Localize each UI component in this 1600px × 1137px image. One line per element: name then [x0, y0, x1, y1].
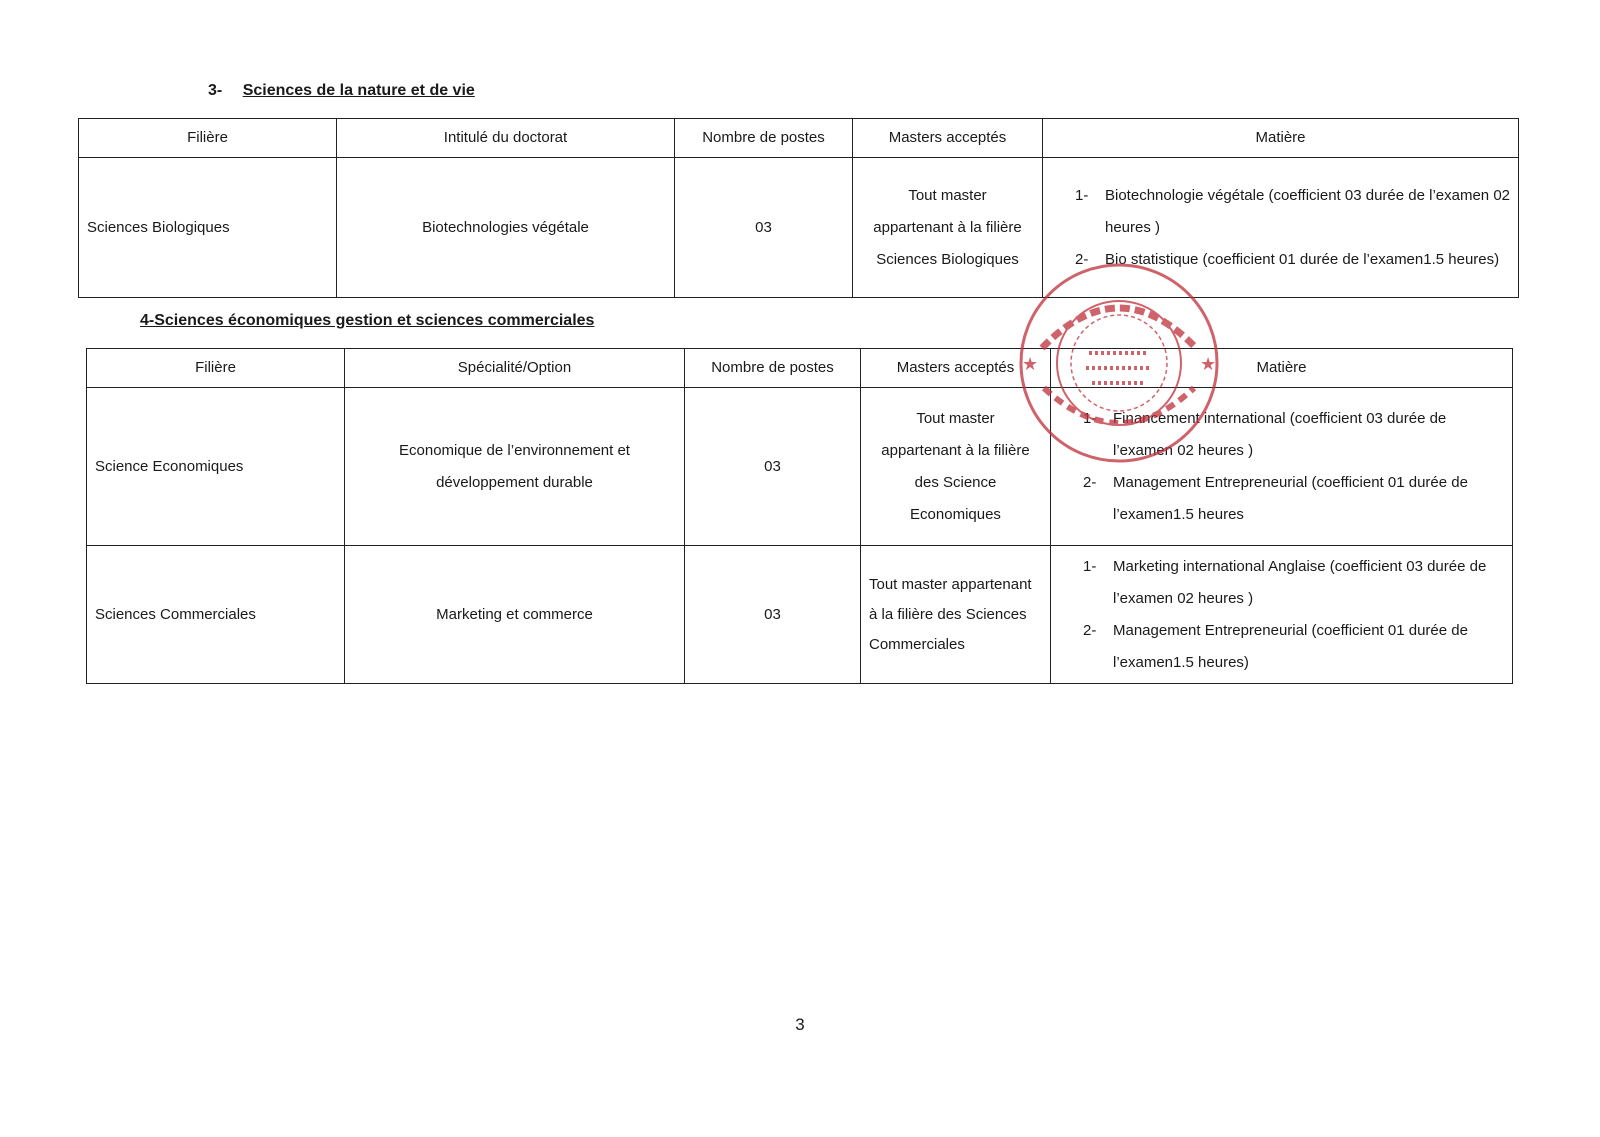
masters-line: Tout master: [916, 409, 995, 427]
col-header-postes: Nombre de postes: [675, 119, 853, 158]
col-header-filiere: Filière: [87, 349, 345, 388]
matiere-text: Biotechnologie végétale (coefficient 03 durée de l’examen 02 heures ): [1105, 186, 1510, 236]
masters-line: à la filière des Sciences: [869, 605, 1027, 623]
section-3-title: Sciences de la nature et de vie: [242, 82, 475, 99]
matiere-item: [1083, 615, 1504, 679]
masters-line: Sciences Biologiques: [876, 250, 1019, 268]
col-header-matiere: Matière: [1043, 119, 1519, 158]
col-header-specialite: Spécialité/Option: [345, 349, 685, 388]
matiere-text: Bio statistique (coefficient 01 durée de l’examen1.5 heures): [1105, 250, 1500, 268]
col-header-doctorat: Intitulé du doctorat: [337, 119, 675, 158]
col-header-postes: Nombre de postes: [685, 349, 861, 388]
matiere-text: Financement international (coefficient 03 durée de l’examen 02 heures ): [1113, 409, 1447, 459]
masters-line: Tout master: [908, 186, 987, 204]
cell-filiere: Sciences Biologiques: [79, 158, 337, 298]
section-3-heading: [208, 82, 475, 100]
svg-text:★: ★: [1022, 354, 1039, 375]
masters-line: Commerciales: [869, 635, 965, 653]
table-row: [87, 388, 1513, 546]
cell-postes: 03: [675, 158, 853, 298]
doctorate-table-nature: [78, 118, 1519, 298]
table-row: [87, 546, 1513, 684]
matiere-item: [1083, 551, 1504, 615]
masters-line: des Science: [914, 473, 997, 491]
table-header-row: [87, 349, 1513, 388]
matiere-item: [1075, 180, 1510, 244]
cell-postes: 03: [685, 546, 861, 684]
masters-line: Tout master appartenant: [869, 575, 1032, 593]
masters-line: appartenant à la filière: [873, 218, 1022, 236]
cell-filiere: Science Economiques: [87, 388, 345, 546]
matiere-number: 1-: [1075, 186, 1089, 204]
matiere-number: 1-: [1083, 557, 1097, 575]
cell-matiere: [1051, 546, 1513, 684]
section-3-number: 3-: [208, 82, 223, 99]
matiere-number: 2-: [1083, 473, 1097, 491]
col-header-masters: Masters acceptés: [853, 119, 1043, 158]
stamp-seal-icon: [1014, 258, 1224, 468]
matiere-text: Marketing international Anglaise (coefficient 03 durée de l’examen 02 heures ): [1113, 557, 1487, 607]
col-header-filiere: Filière: [79, 119, 337, 158]
table-header-row: [79, 119, 1519, 158]
matiere-item: [1083, 467, 1504, 531]
cell-specialite: Economique de l’environnement et développement durable: [345, 388, 685, 546]
cell-postes: 03: [685, 388, 861, 546]
masters-line: Economiques: [910, 505, 1001, 523]
cell-filiere: Sciences Commerciales: [87, 546, 345, 684]
matiere-number: 2-: [1083, 621, 1097, 639]
masters-line: appartenant à la filière: [881, 441, 1030, 459]
matiere-text: Management Entrepreneurial (coefficient 01 durée de l’examen1.5 heures: [1113, 473, 1468, 523]
official-stamp: [1014, 258, 1224, 473]
matiere-list: [1059, 551, 1504, 679]
table-row: [79, 158, 1519, 298]
page-number: 3: [795, 1015, 805, 1034]
matiere-text: Management Entrepreneurial (coefficient 01 durée de l’examen1.5 heures): [1113, 621, 1468, 671]
section-4-heading: [140, 312, 594, 330]
col-header-masters: Masters acceptés: [861, 349, 1051, 388]
cell-doctorat: Biotechnologies végétale: [337, 158, 675, 298]
svg-text:★: ★: [1200, 354, 1217, 375]
section-4-title: 4-Sciences économiques gestion et sciences commerciales: [140, 312, 595, 329]
matiere-number: 2-: [1075, 250, 1089, 268]
doctorate-table-economics: [86, 348, 1513, 684]
matiere-number: 1-: [1083, 409, 1097, 427]
col-header-matiere: Matière: [1051, 349, 1513, 388]
cell-specialite: Marketing et commerce: [345, 546, 685, 684]
cell-masters: [861, 546, 1051, 684]
